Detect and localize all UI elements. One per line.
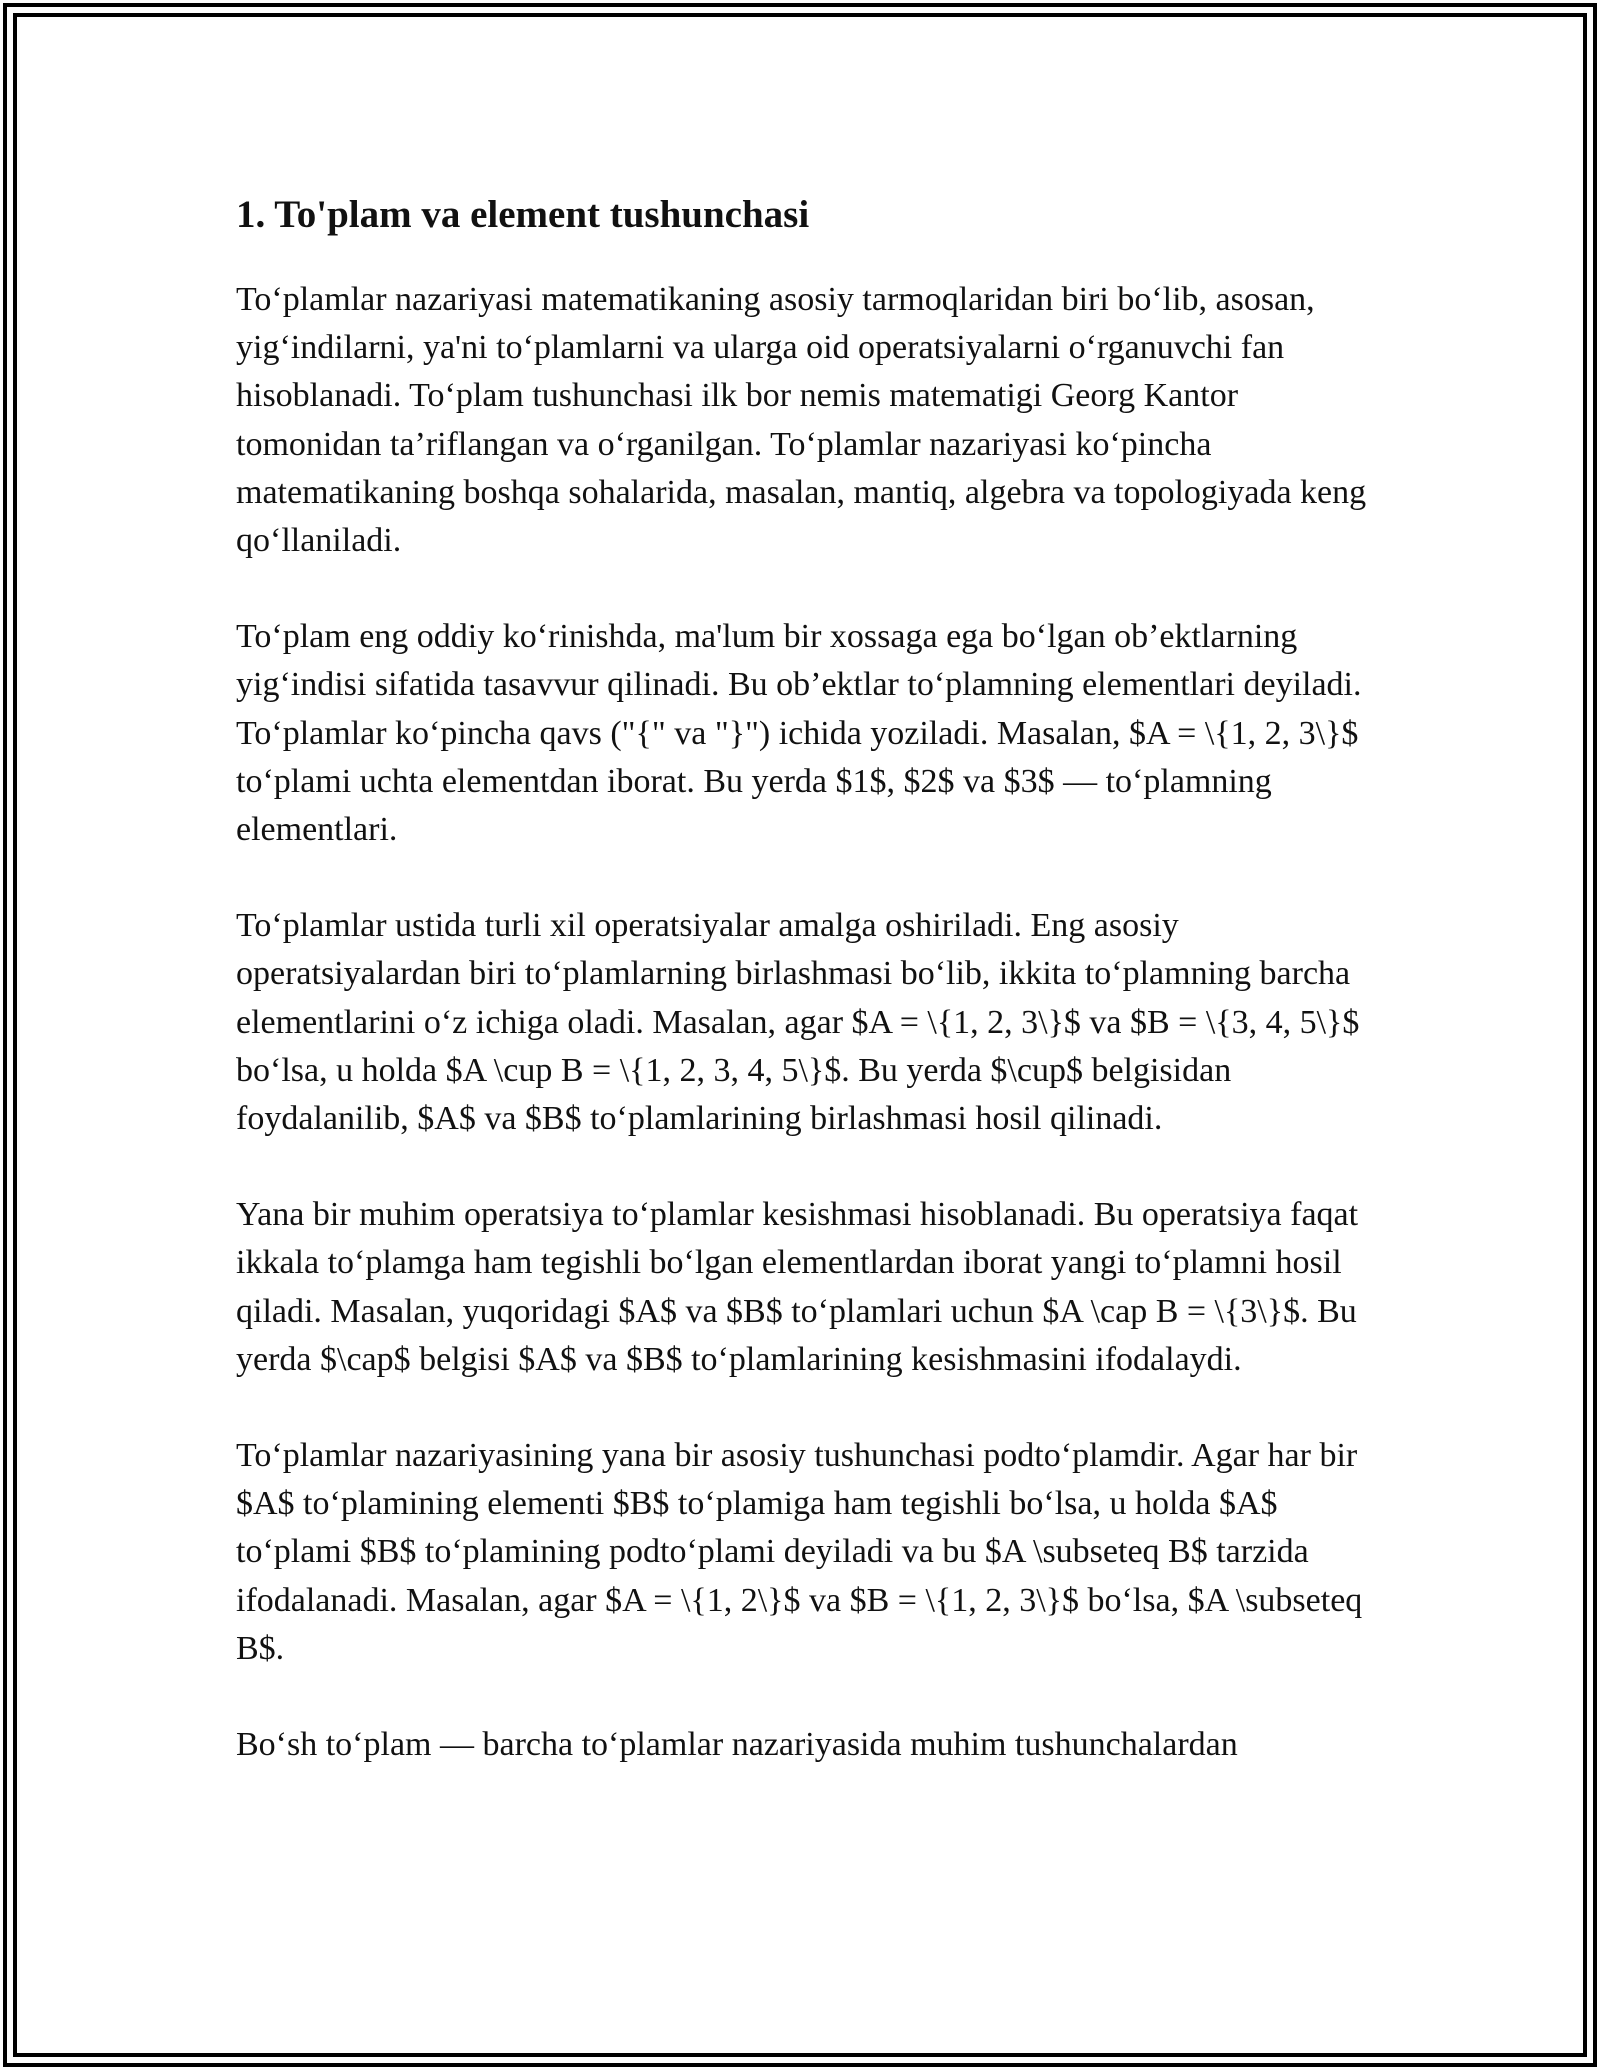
paragraph-subset: To‘plamlar nazariyasining yana bir asosiy tushunchasi podto‘plamdir. Agar har bir $A$ to‘plamining elementi $B$ to‘plamiga ham tegishli bo‘lsa, u holda $A$ to‘plami $B$ to‘plamining podto‘plami deyiladi va bu $A \subseteq B$ tarzida ifodalanadi. Masalan, agar $A = \{1, 2\}$ va $B = \{1, 2, 3\}$ bo‘lsa, $A \subseteq B$. (236, 1437, 1363, 1667)
paragraph-definition: To‘plam eng oddiy ko‘rinishda, ma'lum bir xossaga ega bo‘lgan ob’ektlarning yig‘indisi sifatida tasavvur qilinadi. Bu ob’ektlar to‘plamning elementlari deyiladi. To‘plamlar ko‘pincha qavs ("{" va "}") ichida yoziladi. Masalan, $A = \{1, 2, 3\}$ to‘plami uchta elementdan iborat. Bu yerda $1$, $2$ va $3$ — to‘plamning elementlari. (236, 618, 1362, 849)
paragraph-intro: To‘plamlar nazariyasi matematikaning asosiy tarmoqlaridan biri bo‘lib, asosan, yig‘indilarni, ya'ni to‘plamlarni va ularga oid operatsiyalarni o‘rganuvchi fan hisoblanadi. To‘plam tushunchasi ilk bor nemis matematigi Georg Kantor tomonidan ta’riflangan va o‘rganilgan. To‘plamlar nazariyasi ko‘pincha matematikaning boshqa sohalarida, masalan, mantiq, algebra va topologiyada keng qo‘llaniladi. (236, 281, 1367, 560)
document-body (236, 180, 1376, 1769)
paragraph-empty-set: Bo‘sh to‘plam — barcha to‘plamlar nazariyasida muhim tushunchalardan (236, 1726, 1238, 1764)
paragraph-union: To‘plamlar ustida turli xil operatsiyalar amalga oshiriladi. Eng asosiy operatsiyalardan biri to‘plamlarning birlashmasi bo‘lib, ikkita to‘plamning barcha elementlarini o‘z ichiga oladi. Masalan, agar $A = \{1, 2, 3\}$ va $B = \{3, 4, 5\}$ bo‘lsa, u holda $A \cup B = \{1, 2, 3, 4, 5\}$. Bu yerda $\cup$ belgisidan foydalanilib, $A$ va $B$ to‘plamlarining birlashmasi hosil qilinadi. (236, 907, 1360, 1138)
section-heading: 1. To'plam va element tushunchasi (236, 193, 810, 236)
paragraph-intersection: Yana bir muhim operatsiya to‘plamlar kesishmasi hisoblanadi. Bu operatsiya faqat ikkala to‘plamga ham tegishli bo‘lgan elementlardan iborat yangi to‘plamni hosil qiladi. Masalan, yuqoridagi $A$ va $B$ to‘plamlari uchun $A \cap B = \{3\}$. Bu yerda $\cap$ belgisi $A$ va $B$ to‘plamlarining kesishmasini ifodalaydi. (236, 1196, 1359, 1378)
